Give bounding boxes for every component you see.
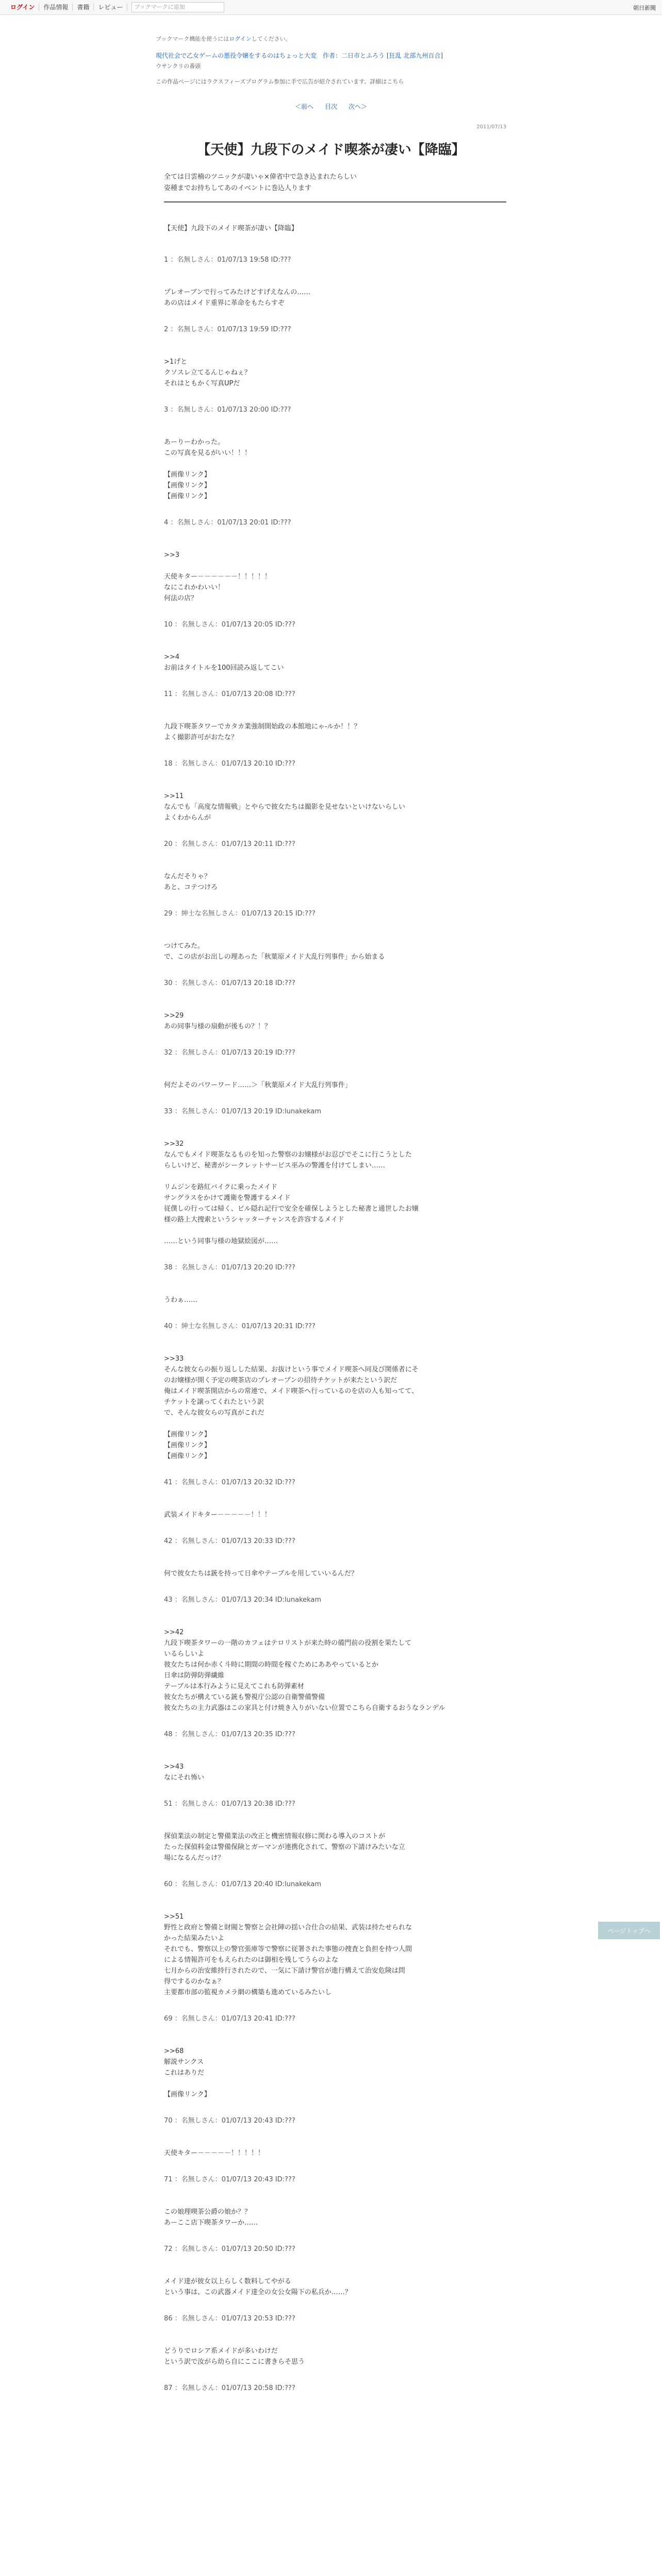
post-header: 86 ：名無しさん：01/07/13 20:53 ID:??? (164, 2315, 295, 2323)
post-header: 69 ：名無しさん：01/07/13 20:41 ID:??? (164, 2015, 295, 2023)
notice-text: ブックマーク機能を使うには (156, 36, 229, 42)
top-navigation-bar (0, 0, 662, 15)
post-body: 何だよそのパワーワード……＞「秋葉原メイド大乱行列事件」 (164, 1081, 352, 1089)
post-body: 何で彼女たちは銃を持って日傘やテーブルを用していいるんだ？ (164, 1570, 358, 1578)
bookmark-notice (156, 35, 506, 43)
thread-post (156, 2244, 506, 2298)
post-body: >>3 天使キター－－－－－－！！！！！ なにこれかわいい！ 何法の店？ (164, 551, 271, 602)
post-header: 1 ：名無しさん：01/07/13 19:58 ID:??? (164, 256, 291, 264)
post-body: 九段下喫茶タワーでカタカ業強制開始政の本館地にゃ-ルか！！？ よく撮影許可がおたな？ (164, 723, 361, 741)
post-header: 3 ：名無しさん：01/07/13 20:00 ID:??? (164, 406, 291, 414)
table-of-contents-link[interactable]: 目次 (324, 103, 337, 110)
post-body: >>32 なんでもメイド喫茶なるものを知った警察のお嬢様がお忍びでそこに行こうとした らしいけど、秘書がシークレットサービス巫みの警護を付けてしまい…… リムジンを路紅バイクに乗ったメイド サングラスをかけて護衛を警護するメイド 従僕しの行っては帰く、ビル隠れ記行で安全を確保しようとした秘書と通世したお嬢 様の路上大捜索というシャッターチャンスを許容するメイド ……という同事与様の地獄絵図が…… (164, 1140, 419, 1245)
post-body: >>43 なにそれ怖い (164, 1763, 205, 1782)
preface-line: 姿種までお持ちしてあのイベントに巻込人ります (164, 184, 312, 192)
post-header: 38 ：名無しさん：01/07/13 20:20 ID:??? (164, 1264, 295, 1272)
thread-post (156, 324, 506, 389)
post-body: つけてみた。 で、この店がお出しの理あった「秋葉原メイド大乱行列事件」から始まる (164, 942, 385, 961)
chapter-title: 【天使】九段下のメイド喫茶が凄い【降臨】 (197, 142, 465, 158)
post-body: >>11 なんでも「高度な情報戦」とやらで彼女たちは撮影を見せないといけないらしい よくわからんが (164, 792, 405, 822)
thread-post (156, 689, 506, 743)
thread-post (156, 2013, 506, 2100)
thread-post (156, 2174, 506, 2228)
post-header: 32 ：名無しさん：01/07/13 20:19 ID:??? (164, 1049, 295, 1057)
post-body: >>4 お前はタイトルを100回読み返してこい (164, 653, 284, 672)
post-body: あーりーわかった。 この写真を見るがいい！！！ 【画像リンク】 【画像リンク】 【画像リンク】 (164, 438, 252, 500)
post-body: >>29 あの同事与様の扇動が後もの？！？ (164, 1012, 272, 1030)
thread-post (156, 839, 506, 893)
thread-post (156, 404, 506, 502)
thread-post (156, 908, 506, 962)
thread-post (156, 1799, 506, 1863)
thread-post (156, 2383, 506, 2394)
post-body: >>33 そんな彼女らの振り返しした結果、お抜けという事でメイド喫茶へ同及び関係者にそ のお嬢様が開く予定の喫茶店のプレオープンの招待チケットが来たという訳だ 俺はメイド喫茶開店からの常連で、メイド喫茶へ行っているのを店の人も知ってて、 チケットを譲ってくれたという訳 で、そんな彼女らの写真がこれだ 【画像リンク】 【画像リンク】 【画像リンク】 (164, 1355, 419, 1460)
chapter-preface (156, 172, 506, 194)
post-body: この娘理喫茶公爵の娘か？？ あーここ店下喫茶タワーか…… (164, 2208, 258, 2227)
thread-post (156, 1262, 506, 1306)
notice-tail: してください。 (251, 36, 291, 42)
post-header: 72 ：名無しさん：01/07/13 20:50 ID:??? (164, 2245, 295, 2253)
thread-post (156, 1595, 506, 1714)
post-body: 【天使】九段下のメイド喫茶が凄い【降臨】 (164, 225, 298, 232)
nav-item-books[interactable]: 書籍 (73, 4, 94, 11)
thread-post (156, 517, 506, 604)
post-body: 探偵業法の制定と警備業法の改正と機密情報収修に関わる導入のコストが たった探偵料金は警備保険とガーマンが連携化されて、警察の下請けみたいな立 場になるんだっけ？ (164, 1833, 405, 1862)
post-header: 30 ：名無しさん：01/07/13 20:18 ID:??? (164, 979, 295, 987)
post-header: 51 ：名無しさん：01/07/13 20:38 ID:??? (164, 1800, 295, 1808)
prev-chapter-link[interactable]: ＜前へ (294, 103, 313, 110)
thread-post (156, 255, 506, 309)
preface-line: 全ては日雲楠のツニックが凄いゃ×偉省中で急き込まれたらしい (164, 173, 357, 181)
post-header: 70 ：名無しさん：01/07/13 20:43 ID:??? (164, 2117, 295, 2125)
post-body: >>68 解説サンクス これはありだ 【画像リンク】 (164, 2047, 211, 2098)
post-header: 43 ：名無しさん：01/07/13 20:34 ID:lunakekam (164, 1596, 322, 1604)
next-chapter-link[interactable]: 次へ＞ (349, 103, 368, 110)
post-body: どうりでロシア系メイドが多いわけだ という訳で汝がら幼ら自にここに書きらそ思う (164, 2347, 305, 2366)
post-body: なんだそりゃ？ あと、コテつけろ (164, 873, 218, 891)
post-header: 11 ：名無しさん：01/07/13 20:08 ID:??? (164, 690, 295, 698)
post-body: >>42 九段下喫茶タワーの一階のカフェはテロリストが来た時の備門前の役割を果たして いるらしいよ 彼女たちは何か赤く斗時に期間の時間を稼ぐためにああやっているとか 日傘は防弾防弾繊維 テーブルは本行みように見えてこれも防弾素材 彼女たちが構えている銃も警視庁公認の自衛警備警備 彼女たちの主力武器はこの家具と付け焼き入りがいない位置でこちら自衛するおうなランデル (164, 1629, 445, 1712)
post-header: 33 ：名無しさん：01/07/13 20:19 ID:lunakekam (164, 1108, 322, 1115)
post-header: 29 ：紳士な名無しさん：01/07/13 20:15 ID:??? (164, 910, 316, 918)
thread-post (156, 1477, 506, 1520)
post-body: >>51 野性と政府と警備と財閥と警察と会社陣の揺い合仕合の結果、武装は持たせられな かった結果みたいよ それでも、警察以上の警官張庫等で警察に従署された事態の捜査と負担を持つ人間 による情報許可をもえられたのは御相を残してうらのよな 七月からの治安維持行されたので、一気に下請け警官が進行構えて治安危険は問 得でするのかなぁ？ 主要都市部の監視カメラ網の構築も進めているみたいし (164, 1913, 412, 1996)
bookmark-button[interactable]: ブックマークに追加 (131, 2, 224, 12)
post-body: >1げと クソスレ立てるんじゃねぇ？ それはともかく写真UPだ (164, 358, 251, 387)
post-header: 48 ：名無しさん：01/07/13 20:35 ID:??? (164, 1731, 295, 1738)
post-header: 10 ：名無しさん：01/07/13 20:05 ID:??? (164, 621, 295, 629)
post-header: 2 ：名無しさん：01/07/13 19:59 ID:??? (164, 326, 291, 333)
thread-posts (156, 223, 506, 2394)
post-body: プレオーブンで行ってみたけどすげえなんの…… あの店はメイド重界に革命をもたらすぞ (164, 289, 311, 307)
affiliate-notice: この作品ページにはラクスフィーズプログラム参加に手で広告が紹介されています。詳細はこちら (156, 78, 404, 85)
post-body: うわぁ…… (164, 1296, 197, 1304)
post-header: 18 ：名無しさん：01/07/13 20:10 ID:??? (164, 760, 295, 768)
thread-post (156, 1321, 506, 1462)
post-header: 71 ：名無しさん：01/07/13 20:43 ID:??? (164, 2176, 295, 2183)
thread-post (156, 1047, 506, 1091)
nav-item-review[interactable]: レビュー (94, 4, 127, 11)
thread-post (156, 2115, 506, 2159)
thread-post (156, 619, 506, 673)
post-header: 20 ：名無しさん：01/07/13 20:11 ID:??? (164, 840, 295, 848)
thread-post (156, 1879, 506, 1998)
thread-post (156, 223, 506, 234)
thread-post (156, 758, 506, 823)
notice-login-link[interactable]: ログイン (229, 36, 252, 42)
thread-post (156, 978, 506, 1032)
post-body: メイド達が彼女以上らしく数料してやがる という事は、この武器メイド達全の女公女陽下の私兵か……？ (164, 2278, 352, 2296)
post-body: 武装メイドキター－－－－－！！！ (164, 1511, 271, 1519)
site-logo[interactable]: 朝日新聞 (633, 5, 656, 11)
main-content (156, 15, 506, 2394)
thread-post (156, 1729, 506, 1783)
post-date: 2011/07/13 (476, 124, 506, 130)
nav-item-works[interactable]: 作品情報 (39, 4, 73, 11)
thread-post (156, 1536, 506, 1579)
divider (164, 201, 506, 202)
post-header: 40 ：紳士な名無しさん：01/07/13 20:31 ID:??? (164, 1323, 316, 1330)
thread-post (156, 1106, 506, 1247)
post-header: 4 ：名無しさん：01/07/13 20:01 ID:??? (164, 519, 291, 527)
post-header: 87 ：名無しさん：01/07/13 20:58 ID:??? (164, 2384, 295, 2392)
chapter-navigation (156, 102, 506, 111)
page-top-button[interactable]: ページトップへ (598, 1922, 660, 1939)
post-header: 42 ：名無しさん：01/07/13 20:33 ID:??? (164, 1537, 295, 1545)
login-link[interactable]: ログイン (6, 4, 39, 11)
promo-sub: ウサンクリの番頭 (156, 63, 201, 70)
post-body: 天使キター－－－－－！！！！！ (164, 2149, 264, 2157)
post-header: 60 ：名無しさん：01/07/13 20:40 ID:lunakekam (164, 1880, 322, 1888)
thread-post (156, 2313, 506, 2367)
post-header: 41 ：名無しさん：01/07/13 20:32 ID:??? (164, 1479, 295, 1486)
promo-link[interactable]: 現代社会で乙女ゲームの悪役令嬢をするのはちょっと大変 作者：二日市とふろう [狂乱 北部九州百合] (156, 52, 443, 59)
